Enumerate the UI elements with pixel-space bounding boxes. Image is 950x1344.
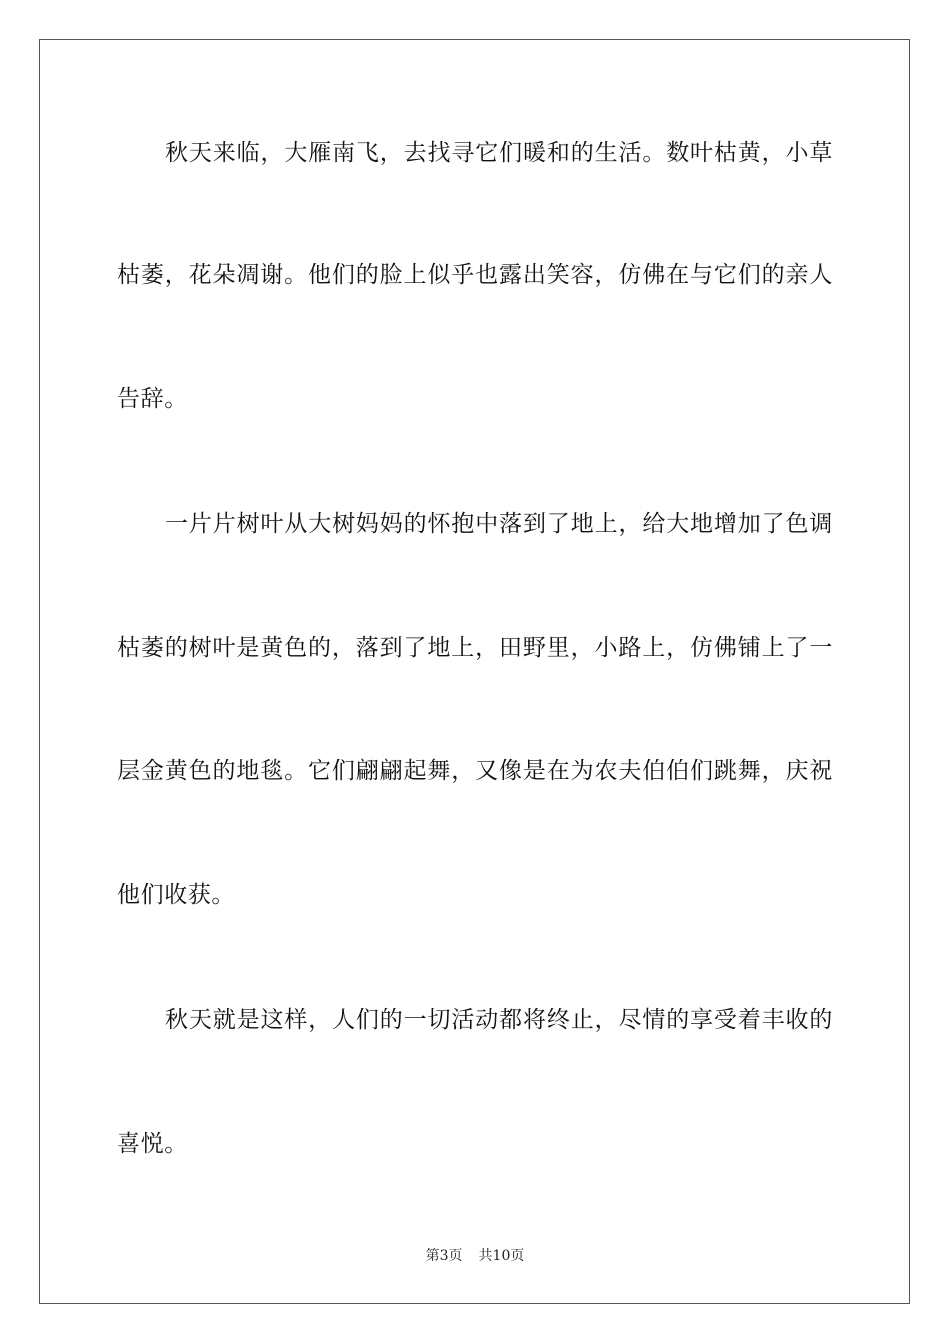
paragraph-1-line-3: 告辞。: [117, 386, 188, 412]
page-total: 共10页: [478, 1248, 525, 1264]
paragraph-3-line-1: 秋天就是这样，人们的一切活动都将终止，尽情的享受着丰收的: [165, 1007, 833, 1033]
paragraph-2-line-1: 一片片树叶从大树妈妈的怀抱中落到了地上，给大地增加了色调: [165, 511, 833, 537]
paragraph-2-line-4: 他们收获。: [117, 882, 235, 908]
paragraph-2-line-2: 枯萎的树叶是黄色的，落到了地上，田野里，小路上，仿佛铺上了一: [117, 635, 833, 661]
page-border: [39, 39, 910, 1304]
paragraph-2-line-3: 层金黄色的地毯。它们翩翩起舞，又像是在为农夫伯伯们跳舞，庆祝: [117, 758, 833, 784]
paragraph-3-line-2: 喜悦。: [117, 1131, 188, 1157]
page-number: 第3页: [425, 1248, 463, 1264]
page-footer: [0, 1246, 950, 1266]
paragraph-1-line-2: 枯萎，花朵凋谢。他们的脸上似乎也露出笑容，仿佛在与它们的亲人: [117, 262, 833, 288]
paragraph-1-line-1: 秋天来临，大雁南飞，去找寻它们暖和的生活。数叶枯黄，小草: [165, 140, 833, 166]
